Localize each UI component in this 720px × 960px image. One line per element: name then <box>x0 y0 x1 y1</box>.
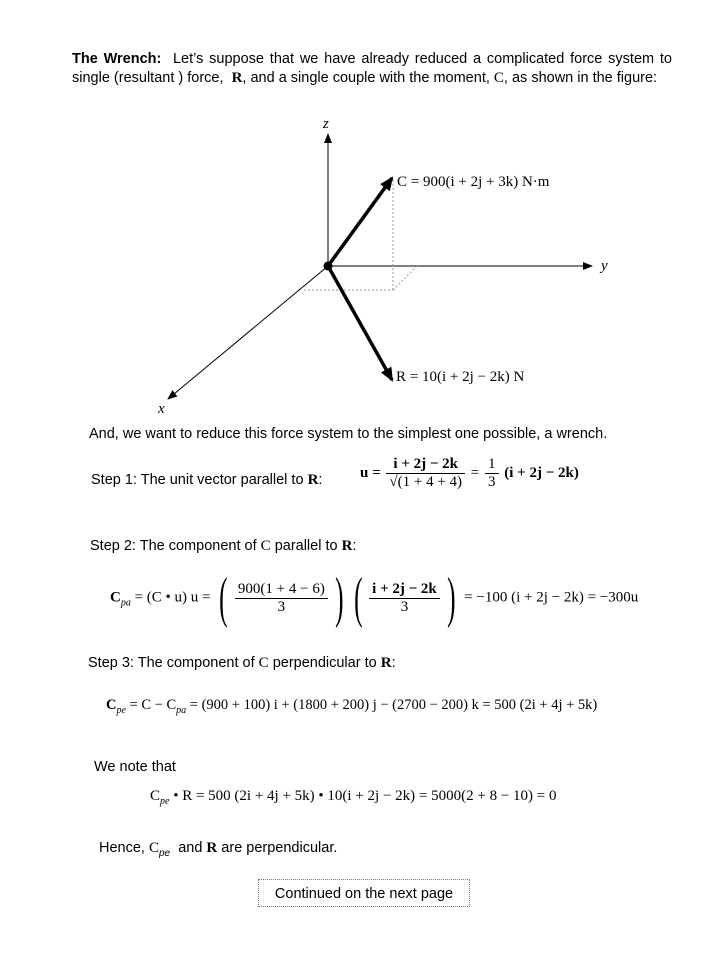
step1-den2: 3 <box>488 474 496 490</box>
z-axis-label: z <box>323 116 329 132</box>
step1-eq-u: u = <box>360 464 381 481</box>
step3-eq-sub: pe <box>116 705 126 716</box>
step2-equation: $C_{pa} = (C$ • u) u = ( $\frac{900(1 + 4 - 6)}{3}$ ) ( $\frac{i + 2j - 2k}{3}$ ) = −100 (i + 2j − 2k) = −300u <box>110 567 639 629</box>
intro-text-3: , as shown in the figure: <box>503 70 658 86</box>
step2-num1: 900(1 + 4 − 6) <box>235 581 328 599</box>
step2-den1: 3 <box>277 598 286 615</box>
step3-label <box>88 655 396 672</box>
x-axis-label: x <box>158 401 165 417</box>
step2-symbol-C: C <box>260 538 271 554</box>
hence-text-c: are perpendicular. <box>221 840 338 856</box>
step1-symbol-R: R <box>307 472 319 488</box>
step2-text-a: Step 2: The component of <box>90 538 257 554</box>
step1-eq2: = <box>470 464 480 481</box>
step2-eq-tail: = −100 (i + 2j − 2k) = −300u <box>464 589 639 606</box>
step2-symbol-R: R <box>341 538 353 554</box>
continued-next-page-box[interactable]: Continued on the next page <box>258 879 470 907</box>
reduce-statement: And, we want to reduce this force system to the simplest one possible, a wrench. <box>89 426 608 442</box>
x-axis <box>168 266 328 399</box>
step2-eq-a: = (C • u) u = <box>134 589 211 606</box>
step1-num1: i + 2j − 2k <box>386 456 465 474</box>
note-eq-lhs: C <box>150 788 161 804</box>
step2-colon: : <box>352 538 357 554</box>
step3-symbol-R: R <box>380 655 392 671</box>
step1-fraction-1 <box>386 456 465 491</box>
step3-eq-tail: = (900 + 100) i + (1800 + 200) j − (2700 − 200) k = 500 (2i + 4j + 5k) <box>189 697 598 713</box>
projection-lines <box>304 180 417 290</box>
step3-text-a: Step 3: The component of <box>88 655 255 671</box>
symbol-C: C <box>493 70 504 86</box>
note-eq-sub: pe <box>160 796 170 807</box>
step1-tail: (i + 2j − 2k) <box>504 464 579 481</box>
intro-text-1: Let’s suppose that we have already reduced a complicated force system to single (resultant ) force, <box>72 51 672 86</box>
C-vector-label: C = 900(i + 2j + 3k) N·m <box>397 174 550 190</box>
vector-C <box>328 178 392 266</box>
hence-symbol-R: R <box>206 840 218 856</box>
symbol-R: R <box>231 70 243 86</box>
vector-R <box>328 266 392 380</box>
step1-fraction-2 <box>485 456 499 491</box>
y-axis-label: y <box>601 258 608 274</box>
step1-den1: √(1 + 4 + 4) <box>389 474 463 490</box>
note-eq-tail: • R = 500 (2i + 4j + 5k) • 10(i + 2j − 2k) = 5000(2 + 8 − 10) = 0 <box>173 788 557 804</box>
step1-num2: 1 <box>485 456 499 474</box>
step2-num2: i + 2j − 2k <box>369 581 440 599</box>
step2-den2: 3 <box>400 598 409 615</box>
step2-fraction-2 <box>369 581 440 616</box>
note-label: We note that <box>94 759 176 775</box>
wrench-figure <box>0 0 720 430</box>
R-vector-label: R = 10(i + 2j − 2k) N <box>396 369 525 385</box>
intro-heading: The Wrench: <box>72 51 162 67</box>
step3-symbol-C: C <box>258 655 269 671</box>
step3-text-b: perpendicular to <box>272 655 377 671</box>
step1-label <box>91 472 322 489</box>
step1-colon: : <box>318 472 323 488</box>
step3-eq-sub2: pa <box>176 705 187 716</box>
hence-symbol-C: C <box>148 840 159 856</box>
step2-eq-lhs: C <box>110 589 121 606</box>
step3-colon: : <box>391 655 396 671</box>
origin-point <box>324 262 333 271</box>
step2-label <box>90 538 356 555</box>
step2-fraction-1 <box>235 581 328 616</box>
hence-line <box>99 840 337 859</box>
step3-eq-lhs: C <box>106 697 117 713</box>
intro-text-2: , and a single couple with the moment, <box>242 70 490 86</box>
hence-text-a: Hence, <box>99 840 145 856</box>
step1-equation <box>360 456 579 491</box>
step3-eq-rest: = C − C <box>129 697 177 713</box>
hence-text-b: and <box>178 840 203 856</box>
hence-sub: pe <box>159 848 171 859</box>
step2-text-b: parallel to <box>274 538 338 554</box>
step3-equation <box>106 697 597 716</box>
note-equation <box>150 788 557 807</box>
step2-eq-sub: pa <box>120 597 131 609</box>
step1-text: Step 1: The unit vector parallel to <box>91 472 304 488</box>
